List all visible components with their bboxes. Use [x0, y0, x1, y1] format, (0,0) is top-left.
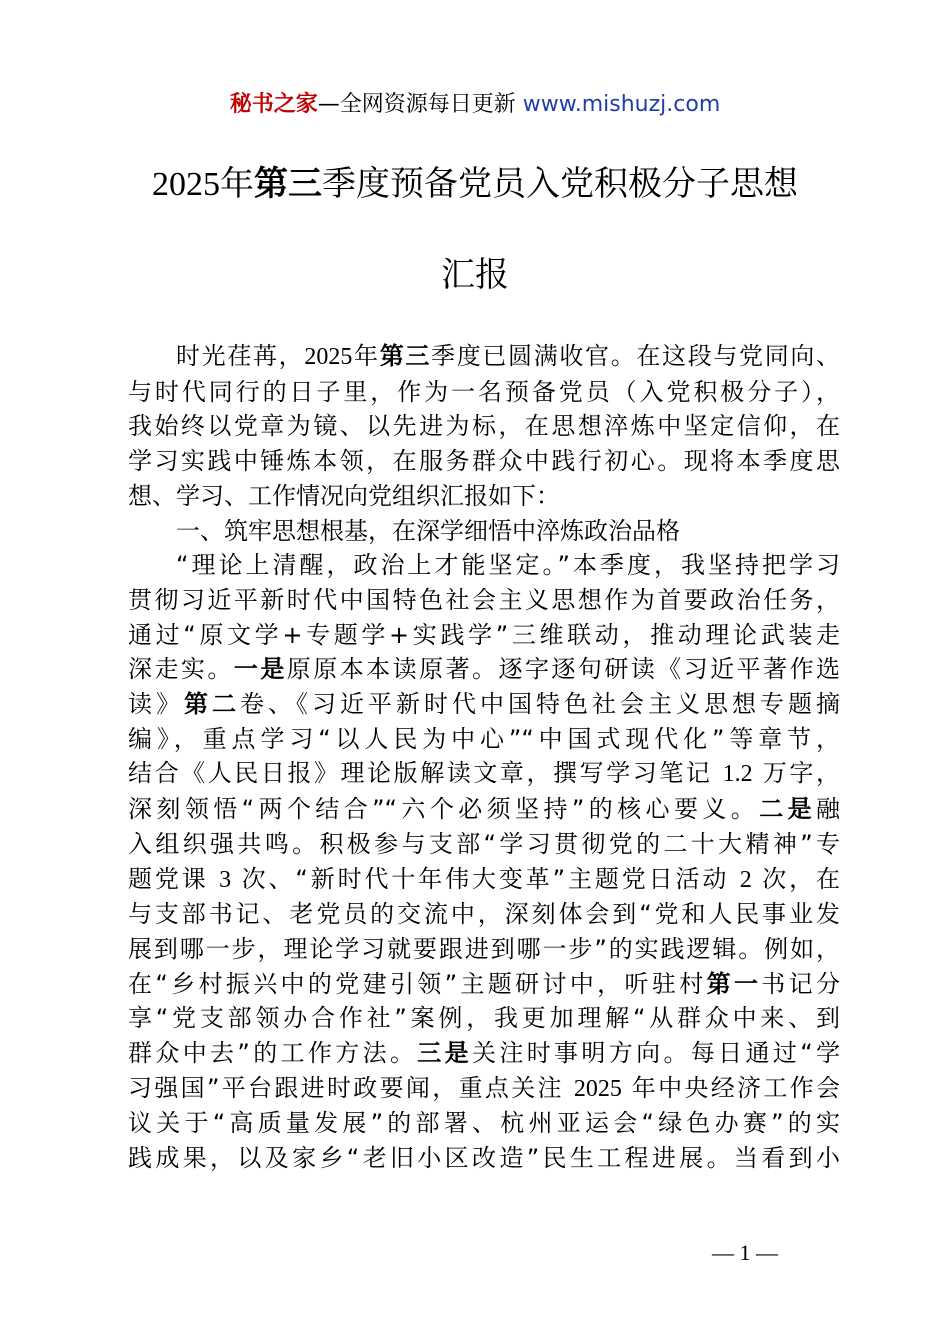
text-line: 读》第二卷、《习近平新时代中国特色社会主义思想专题摘: [128, 690, 840, 719]
text-line: 践成果，以及家乡“老旧小区改造”民生工程进展。当看到小: [128, 1144, 840, 1173]
text-line: 与支部书记、老党员的交流中，深刻体会到“党和人民事业发: [128, 900, 840, 929]
text-line: 入组织强共鸣。积极参与支部“学习贯彻党的二十大精神”专: [128, 829, 840, 858]
header-tagline: —全网资源每日更新: [317, 92, 516, 117]
text-line: 通过“原文学+专题学+实践学”三维联动，推动理论武装走: [128, 620, 840, 649]
text-line: 题党课 3 次、“新时代十年伟大变革”主题党日活动 2 次，在: [128, 864, 841, 893]
text-line: 编》，重点学习“以人民为中心”“中国式现代化”等章节，: [128, 724, 840, 753]
text-line: 享“党支部领办合作社”案例，我更加理解“从群众中来、到: [128, 1004, 840, 1033]
text-line: 深刻领悟“两个结合”“六个必须坚持”的核心要义。二是融: [128, 795, 841, 824]
text-line: 时光荏苒，2025年第三季度已圆满收官。在这段与党同向、: [176, 342, 841, 370]
text-line: 深走实。一是原原本本读原著。逐字逐句研读《习近平著作选: [128, 655, 841, 684]
text-line: 想、学习、工作情况向党组织汇报如下：: [128, 481, 560, 510]
title-line-2: 汇报: [441, 255, 509, 295]
text-line: “理论上清醒，政治上才能坚定。”本季度，我坚持把学习: [176, 551, 840, 580]
text-line: 在“乡村振兴中的党建引领”主题研讨中，听驻村第一书记分: [128, 969, 840, 998]
brand-name: 秘书之家: [229, 92, 318, 117]
site-link[interactable]: www.mishuzj.com: [522, 92, 721, 117]
text-line: 学习实践中锤炼本领，在服务群众中践行初心。现将本季度思: [128, 447, 840, 476]
text-line: 贯彻习近平新时代中国特色社会主义思想作为首要政治任务，: [128, 585, 840, 614]
section-heading: 一、筑牢思想根基，在深学细悟中淬炼政治品格: [176, 516, 680, 545]
site-header: [0, 88, 950, 122]
text-line: 群众中去”的工作方法。三是关注时事明方向。每日通过“学: [128, 1039, 840, 1068]
text-line: 议关于“高质量发展”的部署、杭州亚运会“绿色办赛”的实: [128, 1109, 840, 1138]
text-line: 结合《人民日报》理论版解读文章，撰写学习笔记 1.2 万字，: [128, 759, 840, 788]
text-line: 与时代同行的日子里，作为一名预备党员（入党积极分子），: [128, 377, 840, 406]
text-line: 习强国”平台跟进时政要闻，重点关注 2025 年中央经济工作会: [128, 1073, 840, 1102]
text-line: 展到哪一步，理论学习就要跟进到哪一步”的实践逻辑。例如，: [128, 934, 840, 963]
page-number: — 1 —: [712, 1240, 778, 1265]
text-line: 我始终以党章为镜、以先进为标，在思想淬炼中坚定信仰，在: [128, 412, 840, 441]
document-title: 2025年第三季度预备党员入党积极分子思想 汇报: [110, 160, 840, 299]
body-text: [128, 339, 840, 1176]
